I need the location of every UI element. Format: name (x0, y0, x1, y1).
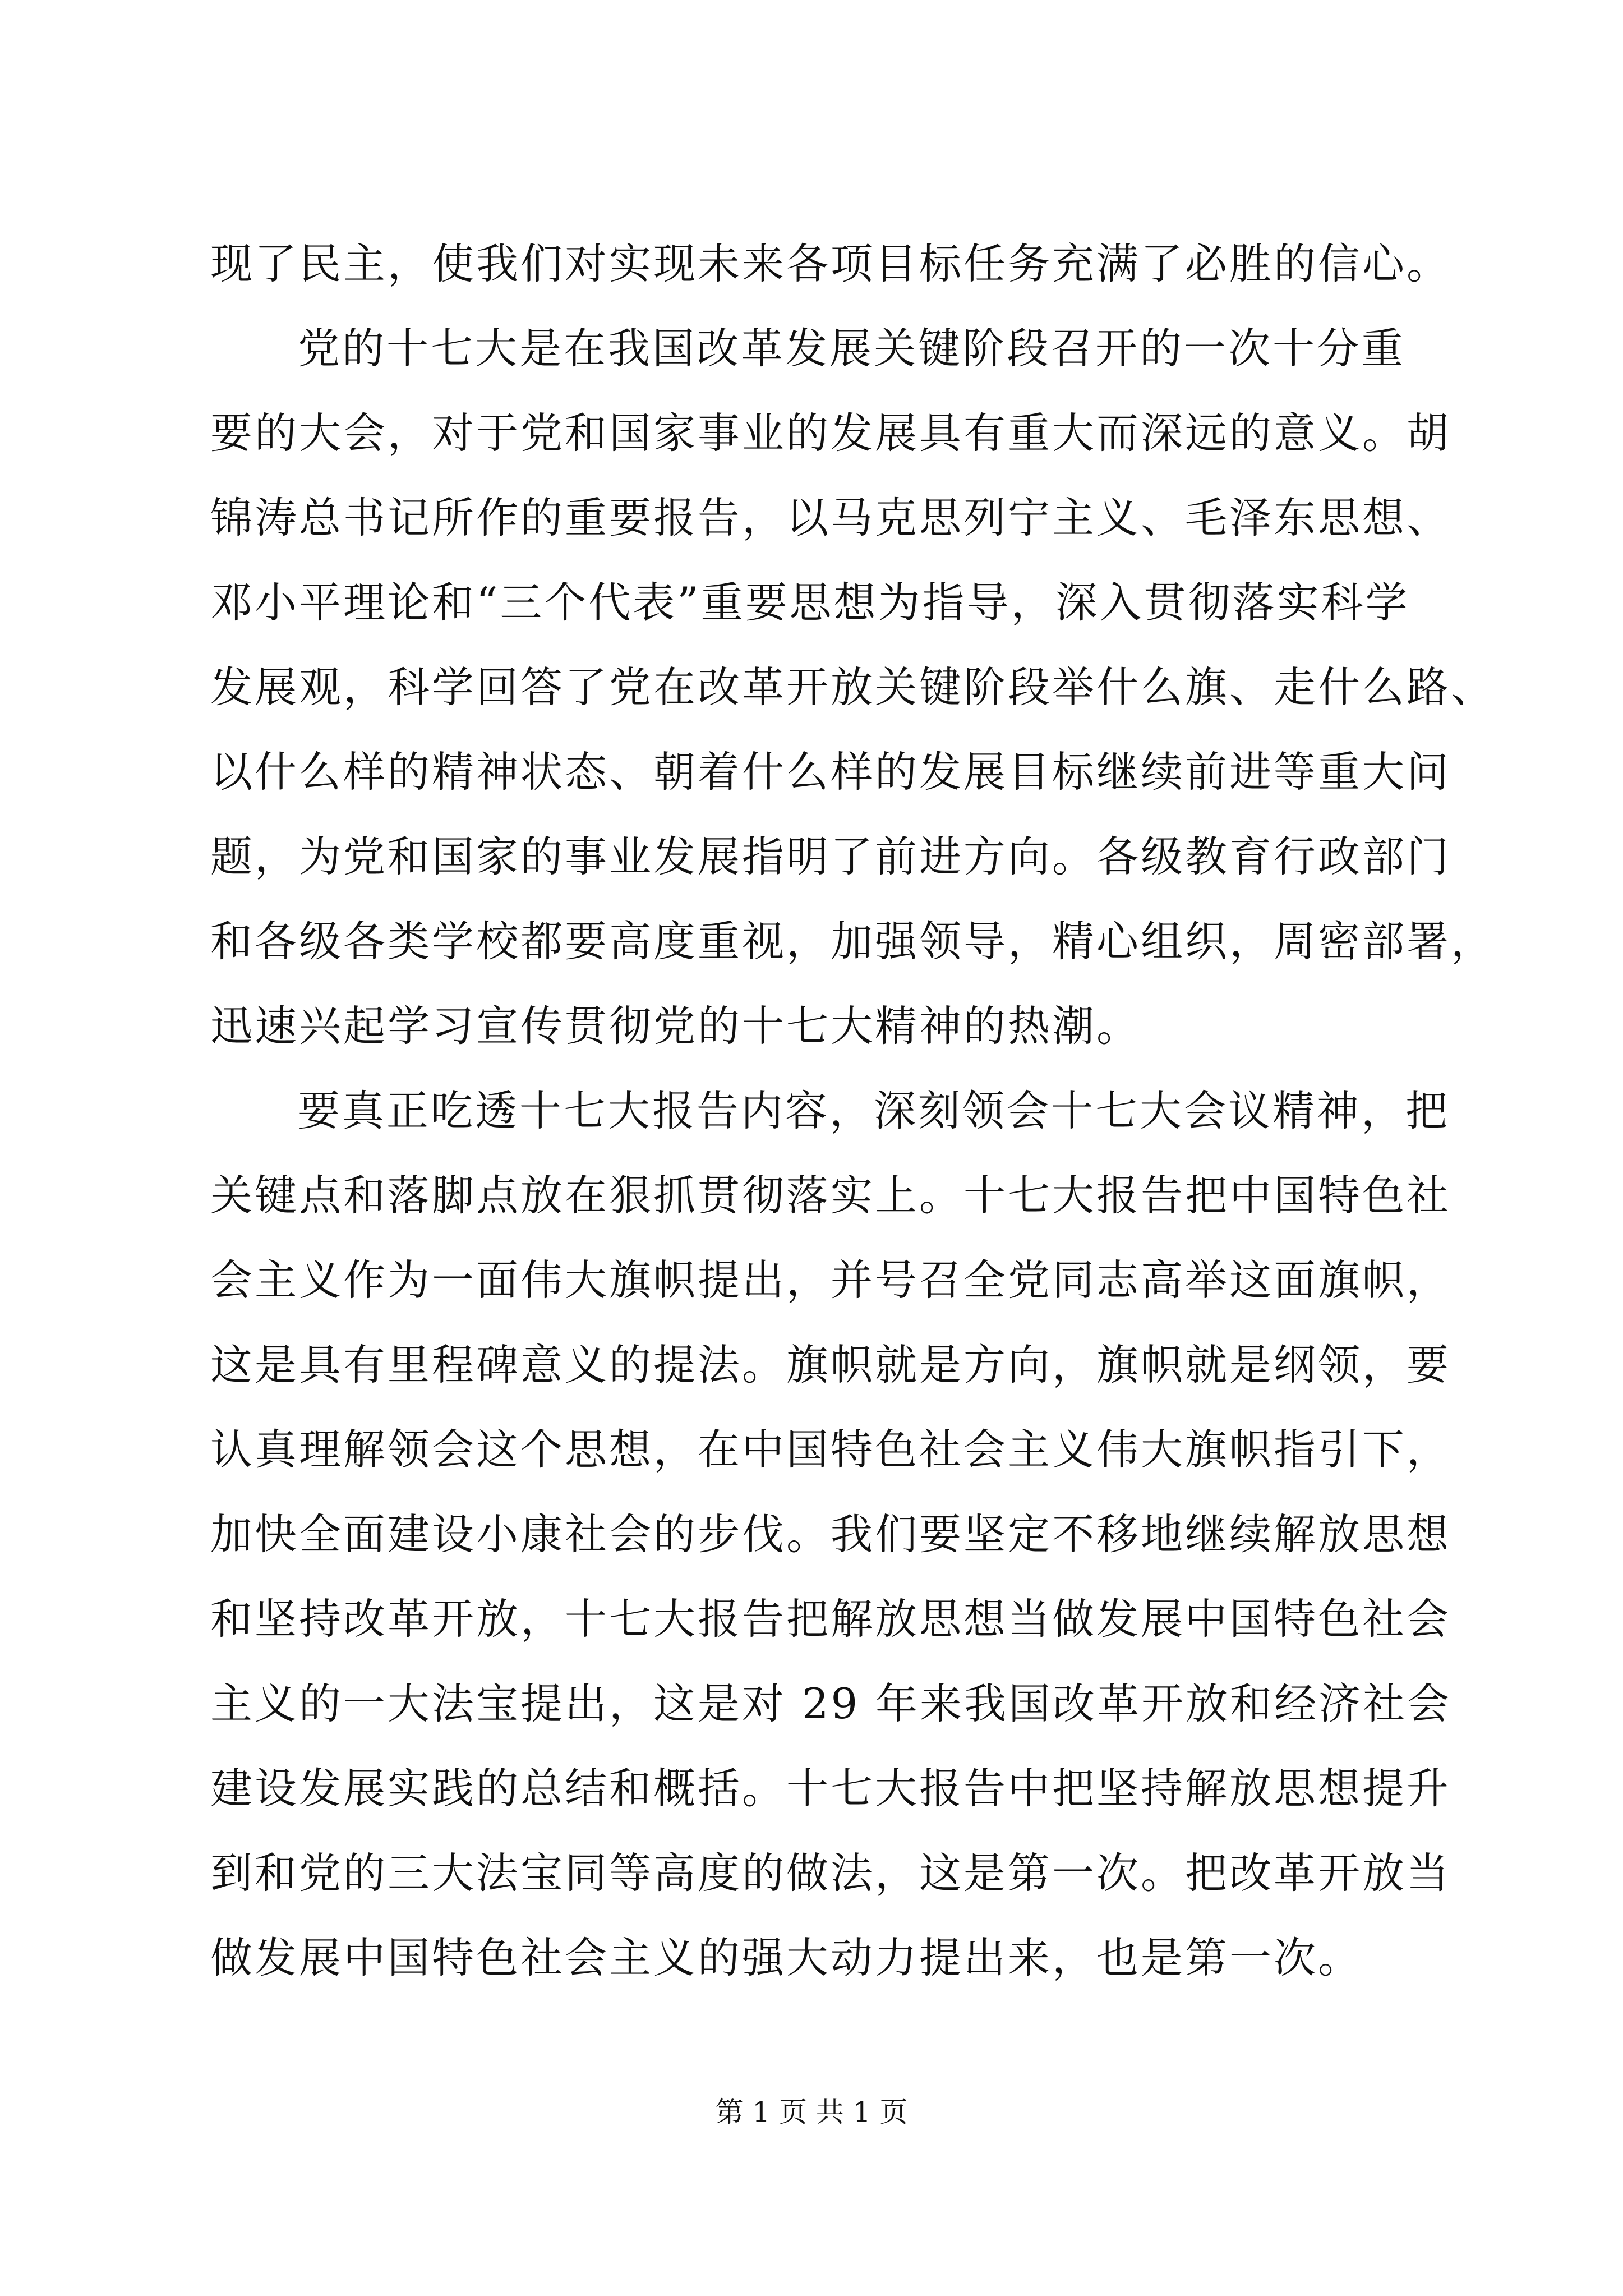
text-line-1: 现了民主，使我们对实现未来各项目标任务充满了必胜的信心。 (210, 239, 1451, 288)
text-line-10: 迅速兴起学习宣传贯彻党的十七大精神的热潮。 (210, 1001, 1141, 1051)
text-line-19: 建设发展实践的总结和概括。十七大报告中把坚持解放思想提升 (210, 1764, 1451, 1813)
text-line-9: 和各级各类学校都要高度重视，加强领导，精心组织，周密部署， (210, 917, 1496, 966)
text-line-14: 这是具有里程碑意义的提法。旗帜就是方向，旗帜就是纲领，要 (210, 1340, 1451, 1389)
text-line-3: 要的大会，对于党和国家事业的发展具有重大而深远的意义。胡 (210, 408, 1451, 458)
text-line-6: 发展观，科学回答了党在改革开放关键阶段举什么旗、走什么路、 (210, 662, 1496, 712)
text-line-13: 会主义作为一面伟大旗帜提出，并号召全党同志高举这面旗帜， (210, 1255, 1451, 1305)
text-line-5: 邓小平理论和“三个代表”重要思想为指导，深入贯彻落实科学 (210, 578, 1410, 627)
text-line-16: 加快全面建设小康社会的步伐。我们要坚定不移地继续解放思想 (210, 1510, 1451, 1559)
page-footer: 第 1 页 共 1 页 (715, 2096, 908, 2128)
text-line-2: 党的十七大是在我国改革发展关键阶段召开的一次十分重 (298, 324, 1406, 373)
text-line-17: 和坚持改革开放，十七大报告把解放思想当做发展中国特色社会 (210, 1594, 1451, 1644)
text-line-12: 关键点和落脚点放在狠抓贯彻落实上。十七大报告把中国特色社 (210, 1171, 1451, 1220)
text-line-15: 认真理解领会这个思想，在中国特色社会主义伟大旗帜指引下， (210, 1425, 1451, 1474)
text-line-20: 到和党的三大法宝同等高度的做法，这是第一次。把改革开放当 (210, 1848, 1451, 1898)
text-line-11: 要真正吃透十七大报告内容，深刻领会十七大会议精神，把 (298, 1086, 1450, 1135)
text-line-8: 题，为党和国家的事业发展指明了前进方向。各级教育行政部门 (210, 832, 1451, 881)
text-line-4: 锦涛总书记所作的重要报告，以马克思列宁主义、毛泽东思想、 (210, 493, 1451, 542)
text-line-21: 做发展中国特色社会主义的强大动力提出来，也是第一次。 (210, 1933, 1363, 1982)
text-line-18: 主义的一大法宝提出，这是对 29 年来我国改革开放和经济社会 (210, 1679, 1452, 1728)
text-line-7: 以什么样的精神状态、朝着什么样的发展目标继续前进等重大问 (210, 747, 1451, 797)
